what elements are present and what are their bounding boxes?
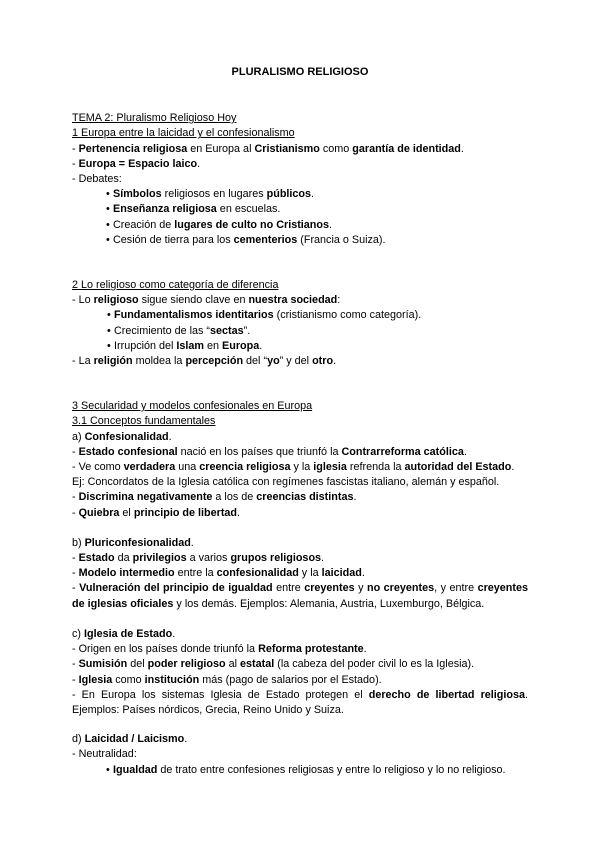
text-line: Ej: Concordatos de la Iglesia católica con regímenes fascistas italiano, alemán y español. bbox=[72, 476, 500, 489]
topic-heading: TEMA 2: Pluralismo Religioso Hoy bbox=[72, 112, 237, 125]
bullet-item: • Irrupción del Islam en Europa. bbox=[72, 339, 528, 354]
text-line: - Quiebra el principio de libertad. bbox=[72, 506, 241, 519]
text-line: - Estado confesional nació en los países que triunfó la Contrarreforma católica. bbox=[72, 445, 467, 458]
text-line: - Neutralidad: bbox=[72, 748, 137, 761]
text-line: - Europa = Espacio laico. bbox=[72, 157, 201, 170]
text-paragraph: - Vulneración del principio de igualdad entre creyentes y no creyentes, y entre creyentes de iglesias oficiales y los demás. Ejemplos: Alemania, Austria, Luxemburgo, Bélgica. bbox=[72, 582, 528, 610]
section-2-heading: 2 Lo religioso como categoría de diferencia bbox=[72, 279, 279, 292]
bullet-item: • Enseñanza religiosa en escuelas. bbox=[72, 202, 528, 217]
section-3-heading: 3 Secularidad y modelos confesionales en Europa bbox=[72, 400, 313, 413]
concept-heading: a) Confesionalidad. bbox=[72, 430, 172, 443]
document-page bbox=[72, 65, 528, 778]
text-line: - Iglesia como institución más (pago de salarios por el Estado). bbox=[72, 673, 382, 686]
concept-heading: c) Iglesia de Estado. bbox=[72, 627, 176, 640]
text-line: - Estado da privilegios a varios grupos religiosos. bbox=[72, 552, 325, 565]
bullet-item: • Fundamentalismos identitarios (cristianismo como categoría). bbox=[72, 308, 528, 323]
bullet-item: • Igualdad de trato entre confesiones religiosas y entre lo religioso y lo no religioso. bbox=[72, 763, 528, 778]
text-line: - Sumisión del poder religioso al estatal (la cabeza del poder civil lo es la Iglesia). bbox=[72, 658, 475, 671]
concept-heading: d) Laicidad / Laicismo. bbox=[72, 733, 188, 746]
text-line: - Lo religioso sigue siendo clave en nuestra sociedad: bbox=[72, 294, 341, 307]
subsection-heading: 3.1 Conceptos fundamentales bbox=[72, 415, 216, 428]
text-line: - Debates: bbox=[72, 173, 122, 186]
bullet-item: • Crecimiento de las “sectas”. bbox=[72, 324, 528, 339]
text-line: - Pertenencia religiosa en Europa al Cristianismo como garantía de identidad. bbox=[72, 142, 464, 155]
document-title: PLURALISMO RELIGIOSO bbox=[231, 66, 369, 78]
concept-heading: b) Pluriconfesionalidad. bbox=[72, 536, 194, 549]
text-paragraph: - En Europa los sistemas Iglesia de Estado protegen el derecho de libertad religiosa. Ejemplos: Países nórdicos, Grecia, Reino Unido y Suiza. bbox=[72, 688, 528, 716]
text-line: - La religión moldea la percepción del “yo” y del otro. bbox=[72, 355, 337, 368]
bullet-item: • Símbolos religiosos en lugares públicos. bbox=[72, 187, 528, 202]
section-1-heading: 1 Europa entre la laicidad y el confesionalismo bbox=[72, 127, 295, 140]
text-line: - Modelo intermedio entre la confesionalidad y la laicidad. bbox=[72, 567, 365, 580]
text-line: - Ve como verdadera una creencia religiosa y la iglesia refrenda la autoridad del Estado. bbox=[72, 461, 515, 474]
bullet-item: • Creación de lugares de culto no Cristianos. bbox=[72, 218, 528, 233]
text-line: - Origen en los países donde triunfó la Reforma protestante. bbox=[72, 643, 367, 656]
text-line: - Discrimina negativamente a los de creencias distintas. bbox=[72, 491, 357, 504]
bullet-item: • Cesión de tierra para los cementerios (Francia o Suiza). bbox=[72, 233, 528, 248]
